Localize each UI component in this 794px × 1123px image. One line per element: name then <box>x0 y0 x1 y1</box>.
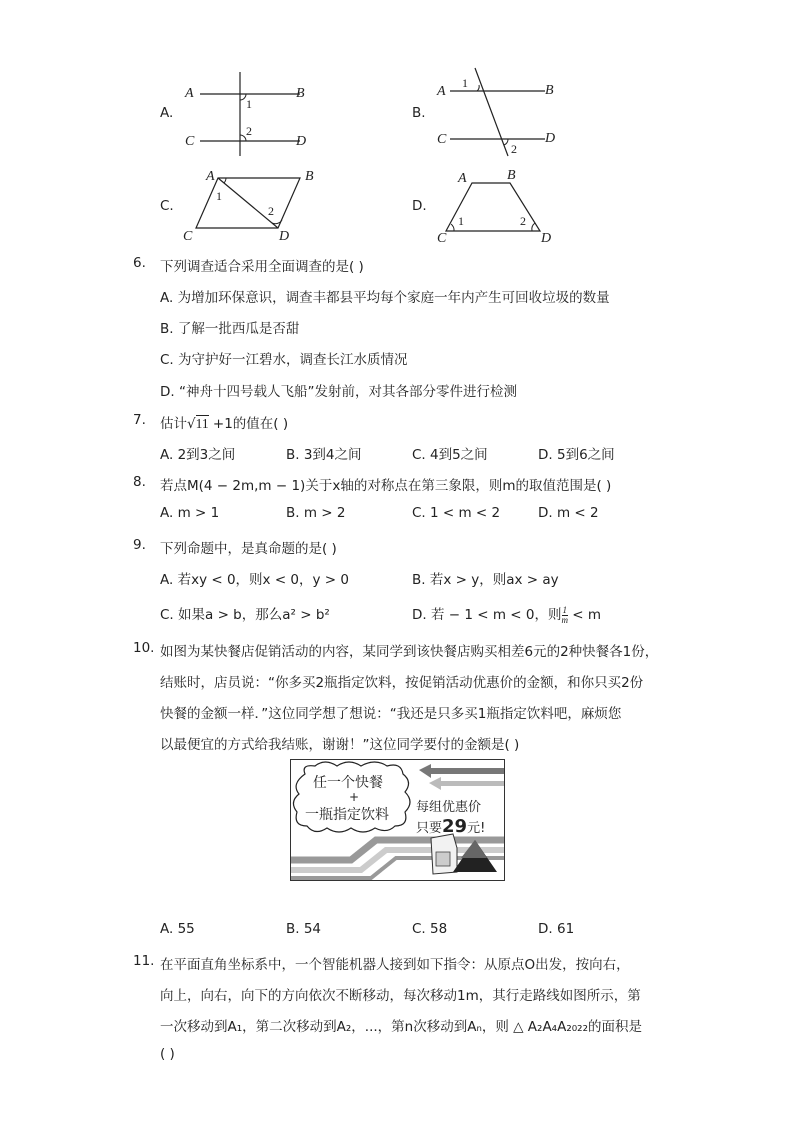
fraction-denominator: m <box>561 614 568 625</box>
q8-number: 8. <box>133 474 146 490</box>
fig-a-angle-1: 1 <box>246 97 252 111</box>
q9-option-b: B. 若x > y，则ax > ay <box>412 572 559 588</box>
poster-plus: + <box>349 790 360 804</box>
fig-a-label-b: B <box>296 86 305 101</box>
q7-stem-post: +1的值在( ) <box>208 416 289 432</box>
q9-option-c: C. 如果a > b，那么a² > b² <box>160 607 330 623</box>
q10-line-2: 结账时，店员说：“你多买2瓶指定饮料，按促销活动优惠价的金额，和你只买2份 <box>160 675 644 691</box>
fig-b-label-b: B <box>545 83 554 98</box>
fig-b-label-d: D <box>545 131 556 146</box>
q7-radicand: 11 <box>195 416 209 431</box>
fig-d-label-b: B <box>507 168 516 183</box>
q8-stem: 若点M(4 − 2m,m − 1)关于x轴的对称点在第三象限，则m的取值范围是( ) <box>160 478 612 494</box>
poster-promo-2-post: 元! <box>467 821 486 836</box>
poster-line-2: 一瓶指定饮料 <box>305 807 389 823</box>
q8-option-b: B. m > 2 <box>286 505 346 521</box>
fig-a-label-a: A <box>185 86 194 101</box>
q8-option-d: D. m < 2 <box>538 505 599 521</box>
q11-number: 11. <box>133 953 155 969</box>
q10-option-d: D. 61 <box>538 921 575 937</box>
fig-d-label-d: D <box>541 231 552 246</box>
q11-line-4: ( ) <box>160 1046 175 1062</box>
q10-number: 10. <box>133 640 155 656</box>
q6-option-d: D. “神舟十四号载人飞船”发射前，对其各部分零件进行检测 <box>160 384 517 400</box>
q10-option-c: C. 58 <box>412 921 448 937</box>
poster-line-1: 任一个快餐 <box>313 775 383 791</box>
fraction-numerator: 1 <box>562 604 567 615</box>
fig-c-angle-1: 1 <box>216 189 222 203</box>
q9-option-d <box>412 603 601 625</box>
fig-c-label-a: A <box>206 169 215 184</box>
q9-option-d-pre: D. 若 − 1 < m < 0，则 <box>412 607 562 623</box>
q5-option-d-label: D. <box>412 198 427 214</box>
q9-number: 9. <box>133 537 146 553</box>
q10-line-1: 如图为某快餐店促销活动的内容，某同学到该快餐店购买相差6元的2种快餐各1份， <box>160 644 659 660</box>
q7-stem <box>160 412 288 432</box>
q6-stem: 下列调查适合采用全面调查的是( ) <box>160 259 364 275</box>
fig-d-label-a: A <box>458 171 467 186</box>
fig-b-label-a: A <box>437 84 446 99</box>
q9-option-a: A. 若xy < 0，则x < 0，y > 0 <box>160 572 349 588</box>
q5-option-b-label: B. <box>412 105 426 121</box>
fig-a-label-c: C <box>185 134 195 149</box>
q5-option-c-label: C. <box>160 198 174 214</box>
fig-c-angle-2: 2 <box>268 204 274 218</box>
q6-number: 6. <box>133 255 146 271</box>
poster-price: 29 <box>442 816 468 837</box>
fig-d-angle-1: 1 <box>458 214 464 228</box>
q7-option-d: D. 5到6之间 <box>538 447 615 463</box>
q6-option-a: A. 为增加环保意识，调查丰都县平均每个家庭一年内产生可回收垃圾的数量 <box>160 290 610 306</box>
fig-d-label-c: C <box>437 231 447 246</box>
q6-option-b: B. 了解一批西瓜是否甜 <box>160 321 300 337</box>
q11-line-2: 向上，向右，向下的方向依次不断移动，每次移动1m，其行走路线如图所示，第 <box>160 988 641 1004</box>
fig-c-label-b: B <box>305 169 314 184</box>
q9-option-d-post: < m <box>568 607 602 623</box>
q11-line-3: 一次移动到A₁，第二次移动到A₂，...，第n次移动到Aₙ，则 △ A₂A₄A₂₀₂₂的面积是 <box>160 1019 642 1035</box>
q5-option-a-label: A. <box>160 105 174 121</box>
q7-option-b: B. 3到4之间 <box>286 447 362 463</box>
fig-a-angle-2: 2 <box>246 124 252 138</box>
fig-a-label-d: D <box>296 134 307 149</box>
q10-line-4: 以最便宜的方式给我结账，谢谢！”这位同学要付的金额是( ) <box>160 737 520 753</box>
q8-option-a: A. m > 1 <box>160 505 220 521</box>
poster-promo-2 <box>416 816 485 837</box>
q10-line-3: 快餐的金额一样．”这位同学想了想说：“我还是只多买1瓶指定饮料吧，麻烦您 <box>160 706 622 722</box>
fig-b-angle-2: 2 <box>511 142 517 156</box>
q10-option-b: B. 54 <box>286 921 322 937</box>
q11-line-1: 在平面直角坐标系中，一个智能机器人接到如下指令：从原点O出发，按向右， <box>160 957 630 973</box>
q7-option-c: C. 4到5之间 <box>412 447 488 463</box>
q7-option-a: A. 2到3之间 <box>160 447 236 463</box>
poster-promo-1: 每组优惠价 <box>416 800 482 815</box>
promo-poster <box>290 759 505 881</box>
fig-d-angle-2: 2 <box>520 214 526 228</box>
q7-stem-pre: 估计 <box>160 416 187 432</box>
fig-c-label-c: C <box>183 229 193 244</box>
poster-promo-2-pre: 只要 <box>416 821 443 836</box>
q7-number: 7. <box>133 412 146 428</box>
q9-stem: 下列命题中，是真命题的是( ) <box>160 541 337 557</box>
q6-option-c: C. 为守护好一江碧水，调查长江水质情况 <box>160 352 408 368</box>
q8-option-c: C. 1 < m < 2 <box>412 505 501 521</box>
fig-c-label-d: D <box>279 229 290 244</box>
sqrt-icon: √ <box>187 416 196 432</box>
fig-b-angle-1: 1 <box>462 76 468 90</box>
q10-option-a: A. 55 <box>160 921 195 937</box>
fig-b-label-c: C <box>437 132 447 147</box>
